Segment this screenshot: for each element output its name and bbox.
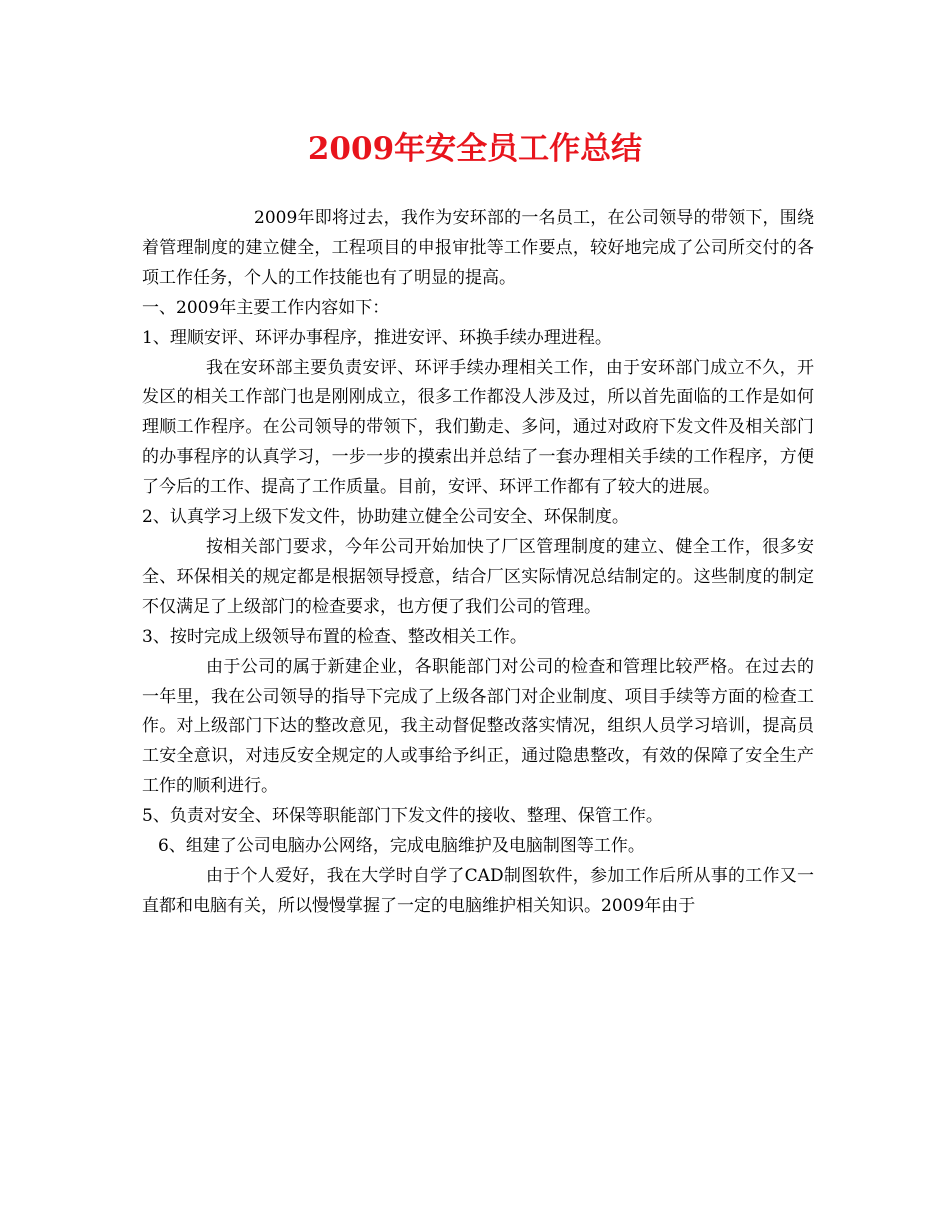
item-heading-5: 5、负责对安全、环保等职能部门下发文件的接收、整理、保管工作。 <box>142 806 663 827</box>
item-heading-6: 6、组建了公司电脑办公网络，完成电脑维护及电脑制图等工作。 <box>158 836 645 857</box>
item-paragraph-2: 按相关部门要求，今年公司开始加快了厂区管理制度的建立、健全工作，很多安全、环保相关的规定都是根据领导授意，结合厂区实际情况总结制定的。这些制度的制定不仅满足了上级部门的检查要求，也方便了我们公司的管理。 <box>142 536 814 617</box>
item-heading-3: 3、按时完成上级领导布置的检查、整改相关工作。 <box>142 626 527 647</box>
document-body <box>142 204 814 922</box>
item-paragraph-6: 由于个人爱好，我在大学时自学了CAD制图软件，参加工作后所从事的工作又一直都和电脑有关，所以慢慢掌握了一定的电脑维护相关知识。2009年由于 <box>142 865 814 916</box>
document-title: 2009年安全员工作总结 <box>307 131 643 167</box>
item-paragraph-3: 由于公司的属于新建企业，各职能部门对公司的检查和管理比较严格。在过去的一年里，我在公司领导的指导下完成了上级各部门对企业制度、项目手续等方面的检查工作。对上级部门下达的整改意见，我主动督促整改落实情况，组织人员学习培训，提高员工安全意识，对违反安全规定的人或事给予纠正，通过隐患整改，有效的保障了安全生产工作的顺利进行。 <box>142 656 814 797</box>
intro-paragraph: 2009年即将过去，我作为安环部的一名员工，在公司领导的带领下，围绕着管理制度的建立健全，工程项目的申报审批等工作要点，较好地完成了公司所交付的各项工作任务，个人的工作技能也有了明显的提高。 <box>142 208 814 288</box>
item-paragraph-1: 我在安环部主要负责安评、环评手续办理相关工作，由于安环部门成立不久，开发区的相关工作部门也是刚刚成立，很多工作都没人涉及过，所以首先面临的工作是如何理顺工作程序。在公司领导的带领下，我们勤走、多问，通过对政府下发文件及相关部门的办事程序的认真学习，一步一步的摸索出并总结了一套办理相关手续的工作程序，方便了今后的工作、提高了工作质量。目前，安评、环评工作都有了较大的进展。 <box>142 357 814 498</box>
item-heading-2: 2、认真学习上级下发文件，协助建立健全公司安全、环保制度。 <box>142 507 629 528</box>
section-heading-main: 一、2009年主要工作内容如下： <box>142 297 390 318</box>
item-heading-1: 1、理顺安评、环评办事程序，推进安评、环换手续办理进程。 <box>142 327 612 348</box>
